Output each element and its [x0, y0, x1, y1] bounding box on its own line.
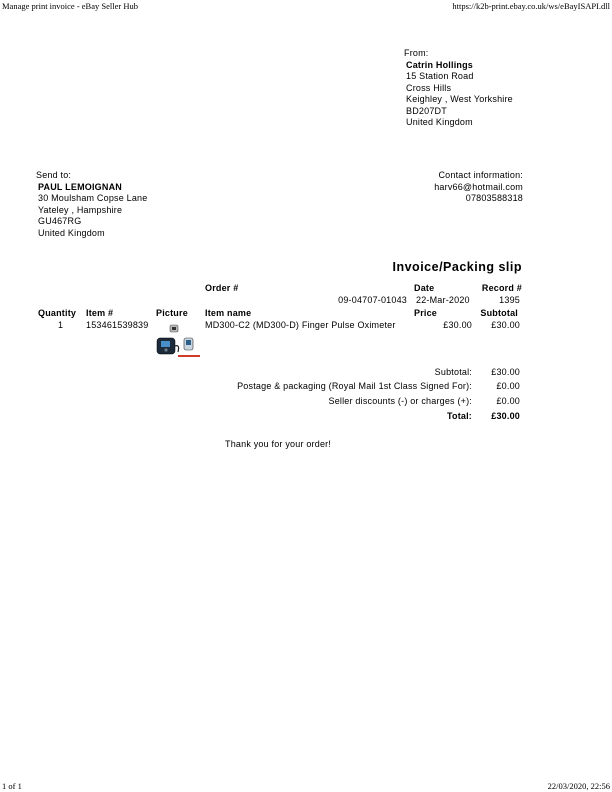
send-to-line: United Kingdom — [38, 227, 105, 238]
total-value: £30.00 — [491, 411, 520, 421]
contact-phone: 07803588318 — [465, 193, 523, 203]
print-header-title: Manage print invoice - eBay Seller Hub — [2, 1, 138, 11]
from-name: Catrin Hollings — [406, 59, 474, 70]
print-header-url: https://k2b-print.ebay.co.uk/ws/eBayISAPI.dll — [452, 1, 610, 11]
item-price: £30.00 — [443, 320, 472, 330]
item-quantity: 1 — [58, 320, 64, 330]
total-label: Total: — [446, 411, 472, 421]
item-name: MD300-C2 (MD300-D) Finger Pulse Oximeter — [205, 320, 396, 330]
postage-label: Postage & packaging (Royal Mail 1st Class Signed For): — [237, 381, 472, 391]
discount-label: Seller discounts (-) or charges (+): — [328, 396, 472, 406]
send-to-line: Yateley , Hampshire — [38, 204, 123, 215]
order-date: 22-Mar-2020 — [416, 295, 470, 305]
subtotal-label: Subtotal: — [434, 367, 472, 377]
from-line: 15 Station Road — [406, 71, 474, 81]
order-number: 09-04707-01043 — [338, 295, 407, 305]
postage-value: £0.00 — [496, 381, 520, 391]
contact-info — [434, 170, 523, 205]
from-label: From: — [404, 48, 429, 58]
invoice-title: Invoice/Packing slip — [392, 260, 522, 274]
send-to-line: GU467RG — [38, 216, 82, 226]
from-line: Cross Hills — [406, 82, 452, 93]
record-number-label: Record # — [481, 283, 522, 293]
order-number-label: Order # — [205, 283, 239, 293]
pulse-oximeter-photo-icon — [154, 322, 202, 360]
column-subtotal: Subtotal — [480, 308, 518, 318]
from-line: BD207DT — [406, 105, 447, 116]
send-to-line: 30 Moulsham Copse Lane — [38, 193, 148, 203]
column-item-number: Item # — [86, 308, 114, 318]
from-address — [404, 48, 513, 129]
item-number: 153461539839 — [86, 320, 149, 330]
column-quantity: Quantity — [38, 308, 77, 318]
from-line: Keighley , West Yorkshire — [406, 94, 513, 104]
send-to-address — [36, 170, 147, 239]
column-picture: Picture — [156, 308, 188, 318]
print-footer-datetime: 22/03/2020, 22:56 — [547, 781, 610, 791]
item-subtotal: £30.00 — [491, 320, 520, 330]
thank-you-message: Thank you for your order! — [225, 439, 332, 449]
contact-label: Contact information: — [438, 170, 523, 180]
print-footer-page: 1 of 1 — [2, 781, 22, 791]
from-line: United Kingdom — [406, 117, 473, 127]
contact-email: harv66@hotmail.com — [434, 181, 523, 192]
send-to-name: PAUL LEMOIGNAN — [38, 181, 122, 192]
subtotal-value: £30.00 — [491, 367, 520, 377]
column-item-name: Item name — [205, 308, 252, 318]
send-to-label: Send to: — [36, 170, 72, 180]
discount-value: £0.00 — [496, 396, 520, 406]
record-number: 1395 — [499, 295, 520, 305]
order-date-label: Date — [414, 283, 435, 293]
column-price: Price — [414, 308, 438, 318]
